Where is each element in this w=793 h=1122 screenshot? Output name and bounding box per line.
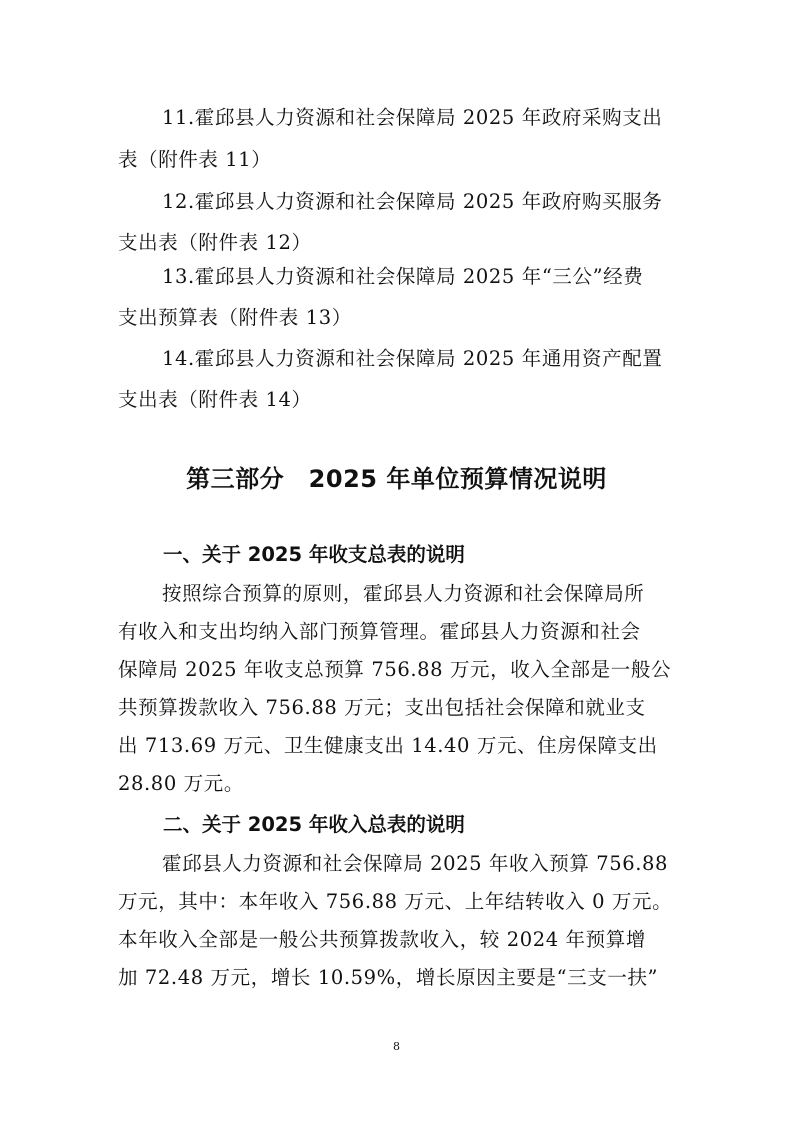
section1-line-6: 28.80 万元。 xyxy=(118,772,244,795)
section1-heading: 一、关于 2025 年收支总表的说明 xyxy=(163,543,465,566)
attachment-item-14-line2: 支出表（附件表 14） xyxy=(118,388,312,411)
section1-line-5: 出 713.69 万元、卫生健康支出 14.40 万元、住房保障支出 xyxy=(118,734,658,757)
attachment-item-11-line2: 表（附件表 11） xyxy=(118,148,272,171)
part3-title: 第三部分 2025 年单位预算情况说明 xyxy=(186,465,607,493)
attachment-item-14-line1: 14.霍邱县人力资源和社会保障局 2025 年通用资产配置 xyxy=(162,347,663,370)
attachment-item-12-line2: 支出表（附件表 12） xyxy=(118,231,312,254)
attachment-item-13-line1: 13.霍邱县人力资源和社会保障局 2025 年“三公”经费 xyxy=(162,265,644,288)
section2-line-3: 本年收入全部是一般公共预算拨款收入，较 2024 年预算增 xyxy=(118,928,646,951)
section1-line-1: 按照综合预算的原则，霍邱县人力资源和社会保障局所 xyxy=(162,582,645,605)
section2-line-4: 加 72.48 万元，增长 10.59%，增长原因主要是“三支一扶” xyxy=(118,966,659,989)
attachment-item-12-line1: 12.霍邱县人力资源和社会保障局 2025 年政府购买服务 xyxy=(162,190,663,213)
page-number: 8 xyxy=(393,1040,400,1053)
attachment-item-11-line1: 11.霍邱县人力资源和社会保障局 2025 年政府采购支出 xyxy=(162,106,663,129)
section1-line-3: 保障局 2025 年收支总预算 756.88 万元，收入全部是一般公 xyxy=(118,658,672,681)
section1-line-4: 共预算拨款收入 756.88 万元；支出包括社会保障和就业支 xyxy=(118,696,646,719)
attachment-item-13-line2: 支出预算表（附件表 13） xyxy=(118,306,352,329)
section2-line-2: 万元，其中：本年收入 756.88 万元、上年结转收入 0 万元。 xyxy=(118,890,673,913)
section1-line-2: 有收入和支出均纳入部门预算管理。霍邱县人力资源和社会 xyxy=(118,620,641,643)
section2-line-1: 霍邱县人力资源和社会保障局 2025 年收入预算 756.88 xyxy=(162,852,669,875)
section2-heading: 二、关于 2025 年收入总表的说明 xyxy=(163,813,465,836)
